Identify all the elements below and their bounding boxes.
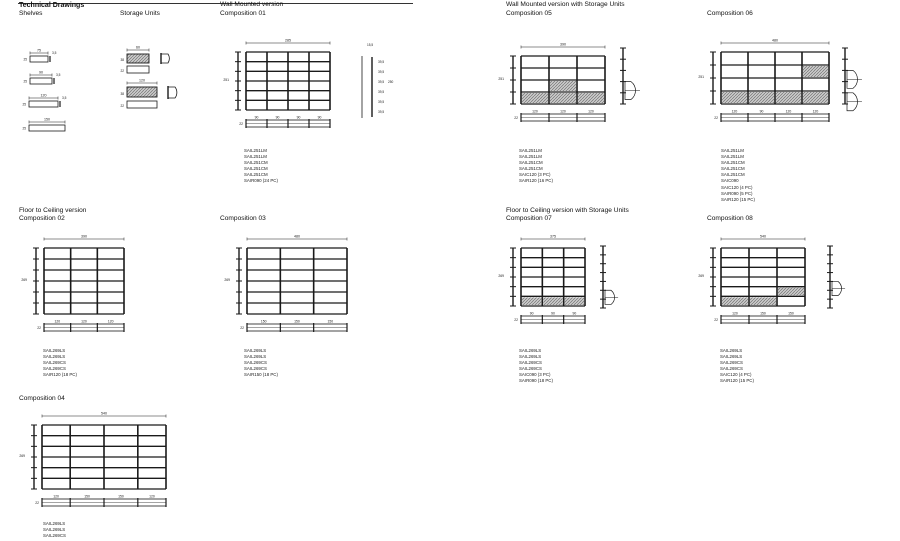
comp02-bay-label-0: 120 — [54, 319, 61, 324]
shelves-label: Shelves — [19, 10, 43, 17]
comp05-storage-1 — [522, 93, 548, 103]
shelf-3-width-dim-label: 120 — [40, 93, 47, 98]
codes-composition-01: SAIL251LM SAIL251LM SAIL251CM SAIL251CM SAIL251CM SAIR090 (24 PC) — [244, 148, 278, 184]
page-title: Technical Drawings — [19, 2, 85, 9]
comp01-bay-label-1: 90 — [275, 115, 280, 120]
comp06-height-label: 251 — [698, 75, 704, 79]
shelf-4-depth: 25 — [22, 126, 26, 131]
codes-composition-08: SAIL269LS SAIL269LS SAIL269CS SAIL269CS SAIC120 (4 PC) SAIR120 (15 PC) — [720, 348, 754, 384]
comp06-bay-label-2: 120 — [785, 109, 792, 114]
comp03-bay-label-0: 150 — [260, 319, 267, 324]
storage-units-label: Storage Units — [120, 10, 160, 17]
section-wall-mounted: Wall Mounted version — [220, 1, 284, 8]
comp07-bay-label-2: 90 — [572, 311, 577, 316]
shelf-4-outline — [29, 125, 65, 131]
comp05-storage-2 — [550, 93, 576, 103]
comp08-storage-1 — [750, 297, 776, 305]
comp06-depth-label: 22 — [714, 116, 718, 120]
comp03-bay-label-2: 150 — [327, 319, 334, 324]
composition-04-title: Composition 04 — [19, 395, 65, 402]
comp04-bay-label-2: 150 — [118, 494, 124, 499]
composition-05-title: Composition 05 — [506, 10, 552, 17]
comp06-storage-4 — [803, 92, 828, 103]
comp01-gap-label-3: 39,5 — [378, 90, 385, 94]
storage-unit-60-height: 38 — [120, 58, 124, 62]
storage-unit-120-depth: 22 — [120, 104, 124, 108]
comp01-bay-label-3: 90 — [317, 115, 322, 120]
section-floor-to-ceiling-storage: Floor to Ceiling version with Storage Units — [506, 207, 629, 214]
shelf-2-width-dim-label: 90 — [39, 70, 43, 75]
comp07-storage-0 — [522, 297, 541, 305]
comp08-bay-label-1: 150 — [760, 311, 766, 316]
comp05-depth-label: 22 — [514, 116, 518, 120]
composition-02-title: Composition 02 — [19, 215, 65, 222]
codes-composition-07: SAIL269LS SAIL269LS SAIL269CS SAIL269CS SAIC090 (3 PC) SAIR090 (18 PC) — [519, 348, 553, 384]
comp06-storage-2 — [749, 92, 774, 103]
comp04-depth-label: 22 — [35, 501, 39, 505]
comp07-bay-label-0: 90 — [529, 311, 534, 316]
comp01-side-height-label: 250 — [388, 80, 394, 84]
section-floor-to-ceiling: Floor to Ceiling version — [19, 207, 87, 214]
storage-unit-120-plan — [127, 101, 157, 108]
storage-unit-60-plan — [127, 66, 149, 73]
comp02-depth-label: 22 — [37, 326, 41, 330]
shelf-1-depth: 25 — [23, 57, 27, 62]
shelf-2-outline — [30, 78, 52, 84]
comp06-bay-label-3: 120 — [812, 109, 819, 114]
comp01-width-dim-label: 285 — [285, 38, 291, 43]
comp01-gap-label-2: 39,5 — [378, 80, 385, 84]
comp01-bay-label-0: 90 — [254, 115, 259, 120]
comp03-depth-label: 22 — [240, 326, 244, 330]
shelf-2-thickness: 3,5 — [56, 73, 61, 77]
comp08-storage-2 — [778, 288, 804, 296]
composition-07-title: Composition 07 — [506, 215, 552, 222]
storage-unit-120-width-dim-label: 120 — [139, 78, 145, 83]
comp06-bay-label-0: 120 — [731, 109, 738, 114]
comp01-depth-label: 22 — [239, 122, 243, 126]
shelf-3-outline — [29, 101, 58, 107]
codes-composition-05: SAIL251LM SAIL251LM SAIL251CM SAIL251CM SAIC120 (3 PC) SAIR120 (16 PC) — [519, 148, 553, 184]
comp06-width-dim-label: 480 — [772, 38, 778, 43]
composition-03-title: Composition 03 — [220, 215, 266, 222]
comp06-storage-1 — [722, 92, 747, 103]
composition-01-title: Composition 01 — [220, 10, 266, 17]
storage-unit-120-side — [168, 87, 177, 98]
storage-unit-60-side — [161, 54, 169, 63]
comp05-bay-label-0: 120 — [532, 109, 538, 114]
storage-unit-60-front — [127, 54, 149, 63]
shelf-4-width-dim-label: 150 — [44, 117, 50, 122]
comp02-height-label: 269 — [21, 278, 27, 282]
comp02-bay-label-1: 120 — [81, 319, 87, 324]
comp06-bay-label-1: 90 — [759, 109, 764, 114]
comp04-height-label: 269 — [19, 454, 25, 458]
comp04-bay-label-3: 120 — [149, 494, 155, 499]
comp07-width-dim-label: 375 — [550, 234, 556, 239]
comp08-height-label: 269 — [698, 274, 704, 278]
comp07-height-label: 269 — [498, 274, 504, 278]
comp01-gap-label-5: 39,5 — [378, 110, 385, 114]
composition-06-title: Composition 06 — [707, 10, 753, 17]
comp05-storage-0 — [550, 81, 576, 91]
shelf-3-thickness: 3,5 — [62, 96, 67, 100]
comp07-storage-2 — [565, 297, 584, 305]
storage-unit-60-depth: 22 — [120, 69, 124, 73]
codes-composition-03: SAIL269LS SAIL269LS SAIL269CS SAIL269CS SAIR150 (18 PC) — [244, 348, 278, 378]
shelf-1-outline — [30, 56, 48, 62]
shelf-3-depth: 25 — [22, 102, 26, 107]
codes-composition-02: SAIL269LS SAIL269LS SAIL269CS SAIL269CS SAIR120 (18 PC) — [43, 348, 77, 378]
comp06-storage-0 — [803, 66, 828, 77]
comp01-bay-label-2: 90 — [296, 115, 301, 120]
comp08-bay-label-0: 120 — [732, 311, 738, 316]
composition-08-title: Composition 08 — [707, 215, 753, 222]
comp01-side-top-label: 15,5 — [367, 43, 374, 47]
comp05-width-dim-label: 390 — [560, 42, 566, 47]
storage-unit-120-height: 38 — [120, 92, 124, 96]
comp05-bay-label-1: 120 — [560, 109, 566, 114]
comp01-gap-label-1: 39,5 — [378, 70, 385, 74]
comp04-bay-label-1: 150 — [84, 494, 90, 499]
comp07-depth-label: 22 — [514, 318, 518, 322]
codes-composition-06: SAIL251LM SAIL251LM SAIL251CM SAIL251CM SAIL251CM SAIC090 SAIC120 (4 PC) SAIR090 (5 PC) SAIR120 (15 PC) — [721, 148, 755, 202]
comp08-width-dim-label: 540 — [760, 234, 766, 239]
comp05-storage-3 — [578, 93, 604, 103]
shelf-1-width-dim-label: 75 — [37, 48, 41, 53]
comp08-storage-0 — [722, 297, 748, 305]
shelf-1-thickness: 3,5 — [52, 51, 57, 55]
comp01-gap-label-0: 39,5 — [378, 60, 385, 64]
comp08-bay-label-2: 150 — [788, 311, 794, 316]
comp01-height-label: 251 — [223, 78, 229, 82]
comp01-gap-label-4: 39,5 — [378, 100, 385, 104]
comp05-height-label: 251 — [498, 77, 504, 81]
comp03-height-label: 269 — [224, 278, 230, 282]
comp04-width-dim-label: 540 — [101, 411, 107, 416]
comp08-depth-label: 22 — [714, 318, 718, 322]
comp03-bay-label-1: 150 — [294, 319, 300, 324]
comp02-width-dim-label: 390 — [81, 234, 87, 239]
comp03-width-dim-label: 480 — [294, 234, 300, 239]
comp05-bay-label-2: 120 — [588, 109, 594, 114]
codes-composition-04: SAIL269LS SAIL269LS SAIL269CS — [43, 521, 66, 539]
storage-unit-120-front — [127, 87, 157, 97]
comp07-bay-label-1: 90 — [551, 311, 555, 316]
comp06-storage-3 — [776, 92, 801, 103]
shelf-2-depth: 25 — [23, 79, 27, 84]
comp02-bay-label-2: 120 — [107, 319, 114, 324]
comp07-storage-1 — [543, 297, 562, 305]
comp04-bay-label-0: 120 — [53, 494, 59, 499]
section-wall-mounted-storage: Wall Mounted version with Storage Units — [506, 1, 625, 8]
storage-unit-60-width-dim-label: 60 — [136, 45, 140, 50]
